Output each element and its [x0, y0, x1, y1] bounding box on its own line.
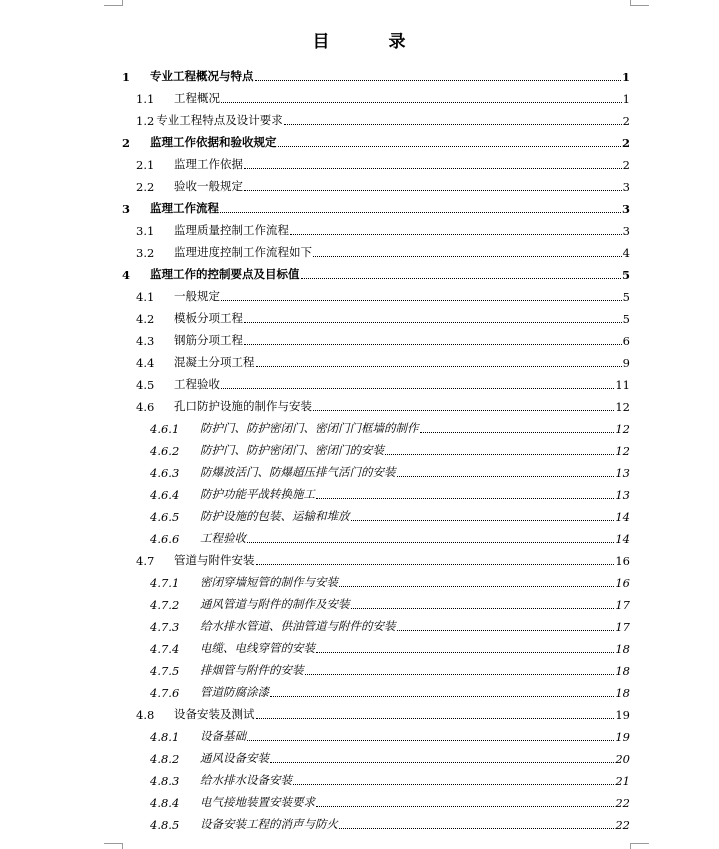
toc-entry-page: 14: [615, 510, 630, 524]
toc-entry-title: 一般规定: [174, 289, 220, 303]
toc-entry-title: 防护功能平战转换施工: [200, 487, 315, 501]
toc-dot-leader: [301, 277, 621, 279]
toc-entry-page: 1: [622, 92, 630, 106]
toc-entry[interactable]: [122, 194, 630, 216]
toc-entry[interactable]: [122, 326, 630, 348]
toc-dot-leader: [221, 101, 622, 103]
toc-entry-title: 监理进度控制工作流程如下: [174, 245, 312, 259]
toc-entry[interactable]: [122, 656, 630, 678]
toc-entry-number: 4.5: [136, 378, 155, 392]
toc-entry-title: 监理质量控制工作流程: [174, 223, 289, 237]
toc-entry-number: 4.7.2: [150, 598, 180, 612]
toc-entry[interactable]: [122, 106, 630, 128]
toc-entry[interactable]: [122, 436, 630, 458]
toc-entry-number: 4.4: [136, 356, 155, 370]
toc-entry-number: 4.8.4: [150, 796, 180, 810]
toc-entry[interactable]: [122, 810, 630, 832]
toc-entry[interactable]: [122, 216, 630, 238]
toc-entry-title: 通风管道与附件的制作及安装: [200, 597, 350, 611]
toc-dot-leader: [305, 673, 615, 675]
toc-entry[interactable]: [122, 612, 630, 634]
toc-entry-number: 4.8: [136, 708, 155, 722]
toc-entry-number: 4.6.5: [150, 510, 180, 524]
toc-dot-leader: [255, 79, 621, 81]
crop-mark-top-right-h: [631, 5, 649, 6]
toc-entry-page: 19: [615, 730, 630, 744]
toc-entry-title: 监理工作流程: [150, 201, 219, 215]
toc-entry[interactable]: [122, 480, 630, 502]
toc-entry-number: 3.1: [136, 224, 155, 238]
toc-entry-page: 3: [622, 224, 630, 238]
toc-entry-title: 管道与附件安装: [174, 553, 255, 567]
toc-dot-leader: [247, 739, 614, 741]
toc-dot-leader: [244, 321, 622, 323]
toc-entry[interactable]: [122, 392, 630, 414]
toc-entry[interactable]: [122, 150, 630, 172]
toc-entry-number: 4.2: [136, 312, 155, 326]
toc-entry-number: 4.7.5: [150, 664, 180, 678]
toc-entry-page: 17: [615, 598, 630, 612]
toc-entry-page: 18: [615, 686, 630, 700]
toc-entry-title: 监理工作依据: [174, 157, 243, 171]
toc-entry[interactable]: [122, 260, 630, 282]
toc-entry-number: 3: [122, 202, 131, 216]
toc-dot-leader: [221, 387, 614, 389]
toc-entry-number: 4.8.1: [150, 730, 180, 744]
toc-title-char-1: 目: [312, 32, 331, 52]
toc-entry-number: 1.2: [136, 114, 155, 128]
toc-entry[interactable]: [122, 370, 630, 392]
toc-entry-number: 3.2: [136, 246, 155, 260]
toc-dot-leader: [284, 123, 622, 125]
toc-dot-leader: [351, 607, 615, 609]
toc-dot-leader: [351, 519, 615, 521]
toc-entry-number: 1: [122, 70, 131, 84]
toc-entry-page: 22: [615, 796, 630, 810]
toc-entry[interactable]: [122, 458, 630, 480]
toc-entry-page: 5: [622, 290, 630, 304]
toc-dot-leader: [385, 453, 614, 455]
toc-entry[interactable]: [122, 282, 630, 304]
toc-entry-title: 防护门、防护密闭门、密闭门的安装: [200, 443, 384, 457]
toc-entry-title: 给水排水设备安装: [200, 773, 292, 787]
toc-entry-title: 专业工程概况与特点: [150, 69, 254, 83]
toc-entry-number: 4.8.2: [150, 752, 180, 766]
toc-entry-title: 防爆波活门、防爆超压排气活门的安装: [200, 465, 396, 479]
toc-entry-page: 3: [621, 202, 630, 216]
crop-mark-bottom-right-h: [631, 843, 649, 844]
toc-entry-number: 4.3: [136, 334, 155, 348]
toc-entry-title: 监理工作的控制要点及目标值: [150, 267, 300, 281]
toc-entry-number: 4.7.3: [150, 620, 180, 634]
toc-entry-number: 4.8.5: [150, 818, 180, 832]
toc-entry[interactable]: [122, 524, 630, 546]
toc-entry-title: 监理工作依据和验收规定: [150, 135, 277, 149]
toc-dot-leader: [256, 563, 615, 565]
toc-dot-leader: [247, 541, 614, 543]
toc-entry-page: 17: [615, 620, 630, 634]
toc-entry-title: 电缆、电线穿管的安装: [200, 641, 315, 655]
toc-entry-page: 4: [622, 246, 630, 260]
toc-entry[interactable]: [122, 304, 630, 326]
toc-entry-page: 21: [615, 774, 630, 788]
toc-entry-page: 14: [615, 532, 630, 546]
toc-entry-page: 2: [622, 114, 630, 128]
toc-dot-leader: [316, 651, 614, 653]
toc-entry-page: 5: [621, 268, 630, 282]
toc-entry-number: 4.6: [136, 400, 155, 414]
toc-entry-title: 电气接地装置安装要求: [200, 795, 315, 809]
toc-entry-page: 19: [615, 708, 630, 722]
toc-entry-page: 13: [615, 466, 630, 480]
toc-dot-leader: [397, 475, 615, 477]
crop-mark-top-left-h: [104, 5, 122, 6]
toc-entry[interactable]: [122, 62, 630, 84]
crop-mark-bottom-left-h: [104, 843, 122, 844]
toc-entry-page: 18: [615, 642, 630, 656]
toc-entry[interactable]: [122, 722, 630, 744]
toc-entry-number: 4.8.3: [150, 774, 180, 788]
toc-dot-leader: [313, 255, 622, 257]
toc-dot-leader: [278, 145, 621, 147]
toc-entry-number: 4.7: [136, 554, 155, 568]
toc-dot-leader: [290, 233, 622, 235]
toc-entry-title: 模板分项工程: [174, 311, 243, 325]
toc-entry-number: 4.6.3: [150, 466, 180, 480]
toc-entry-title: 工程验收: [174, 377, 220, 391]
toc-title-char-2: 录: [388, 32, 407, 52]
toc-entry[interactable]: [122, 766, 630, 788]
toc-dot-leader: [270, 695, 614, 697]
toc-entry-number: 4.6.1: [150, 422, 180, 436]
toc-title: [0, 27, 719, 52]
toc-entry-number: 4.7.1: [150, 576, 180, 590]
toc-entry-page: 16: [615, 554, 630, 568]
toc-dot-leader: [256, 717, 615, 719]
toc-entry[interactable]: [122, 788, 630, 810]
toc-entry-title: 设备安装工程的消声与防火: [200, 817, 338, 831]
toc-entry-title: 钢筋分项工程: [174, 333, 243, 347]
toc-entry-number: 2.1: [136, 158, 155, 172]
toc-entry[interactable]: [122, 84, 630, 106]
toc-entry-number: 2.2: [136, 180, 155, 194]
toc-entry-number: 4.6.2: [150, 444, 180, 458]
toc-entry-page: 12: [615, 422, 630, 436]
toc-dot-leader: [270, 761, 614, 763]
toc-dot-leader: [397, 629, 615, 631]
toc-entry-page: 1: [621, 70, 630, 84]
toc-entry-page: 22: [615, 818, 630, 832]
toc-entry-number: 4.6.6: [150, 532, 180, 546]
toc-entry-page: 6: [622, 334, 630, 348]
toc-dot-leader: [339, 827, 614, 829]
toc-entry-number: 4.6.4: [150, 488, 180, 502]
toc-entry-title: 设备安装及测试: [174, 707, 255, 721]
toc-entry-page: 12: [615, 400, 630, 414]
toc-dot-leader: [244, 189, 622, 191]
toc-entry-page: 2: [621, 136, 630, 150]
toc-entry-title: 设备基础: [200, 729, 246, 743]
toc-entry-number: 4: [122, 268, 131, 282]
toc-entry-title: 通风设备安装: [200, 751, 269, 765]
toc-entry[interactable]: [122, 348, 630, 370]
toc-entry[interactable]: [122, 590, 630, 612]
toc-dot-leader: [220, 211, 621, 213]
toc-entry-title: 排烟管与附件的安装: [200, 663, 304, 677]
toc-entry-title: 孔口防护设施的制作与安装: [174, 399, 312, 413]
toc-entry-title: 工程验收: [200, 531, 246, 545]
toc-dot-leader: [293, 783, 614, 785]
toc-entry[interactable]: [122, 414, 630, 436]
toc-entry-page: 3: [622, 180, 630, 194]
toc-entry[interactable]: [122, 172, 630, 194]
crop-mark-top-left-v: [122, 0, 123, 6]
toc-entry-page: 20: [615, 752, 630, 766]
toc-dot-leader: [244, 167, 622, 169]
toc-entry-number: 4.7.4: [150, 642, 180, 656]
toc-dot-leader: [316, 805, 614, 807]
toc-entry[interactable]: [122, 502, 630, 524]
toc-entry-title: 防护设施的包装、运输和堆放: [200, 509, 350, 523]
toc-entry[interactable]: [122, 700, 630, 722]
toc-entry[interactable]: [122, 678, 630, 700]
toc-entry-title: 防护门、防护密闭门、密闭门门框墙的制作: [200, 421, 419, 435]
toc-dot-leader: [256, 365, 622, 367]
crop-mark-bottom-left-v: [122, 843, 123, 849]
toc-entry[interactable]: [122, 128, 630, 150]
table-of-contents: [122, 62, 630, 832]
toc-entry-number: 1.1: [136, 92, 155, 106]
toc-entry[interactable]: [122, 568, 630, 590]
toc-entry-title: 专业工程特点及设计要求: [156, 113, 283, 127]
toc-dot-leader: [313, 409, 614, 411]
toc-entry-page: 16: [615, 576, 630, 590]
toc-dot-leader: [339, 585, 614, 587]
toc-entry-page: 5: [622, 312, 630, 326]
toc-entry-number: 2: [122, 136, 131, 150]
toc-entry-title: 工程概况: [174, 91, 220, 105]
toc-entry[interactable]: [122, 744, 630, 766]
toc-entry[interactable]: [122, 546, 630, 568]
toc-entry-page: 13: [615, 488, 630, 502]
toc-entry-page: 12: [615, 444, 630, 458]
toc-entry-title: 管道防腐涂漆: [200, 685, 269, 699]
toc-entry-title: 混凝土分项工程: [174, 355, 255, 369]
toc-dot-leader: [244, 343, 622, 345]
toc-entry-title: 给水排水管道、供油管道与附件的安装: [200, 619, 396, 633]
toc-entry-page: 2: [622, 158, 630, 172]
toc-entry-page: 18: [615, 664, 630, 678]
toc-dot-leader: [316, 497, 614, 499]
toc-entry-title: 密闭穿墙短管的制作与安装: [200, 575, 338, 589]
toc-entry-number: 4.1: [136, 290, 155, 304]
toc-entry-title: 验收一般规定: [174, 179, 243, 193]
toc-entry[interactable]: [122, 634, 630, 656]
toc-entry-page: 9: [622, 356, 630, 370]
toc-entry-number: 4.7.6: [150, 686, 180, 700]
toc-dot-leader: [420, 431, 615, 433]
toc-entry[interactable]: [122, 238, 630, 260]
toc-dot-leader: [221, 299, 622, 301]
toc-entry-page: 11: [615, 378, 630, 392]
